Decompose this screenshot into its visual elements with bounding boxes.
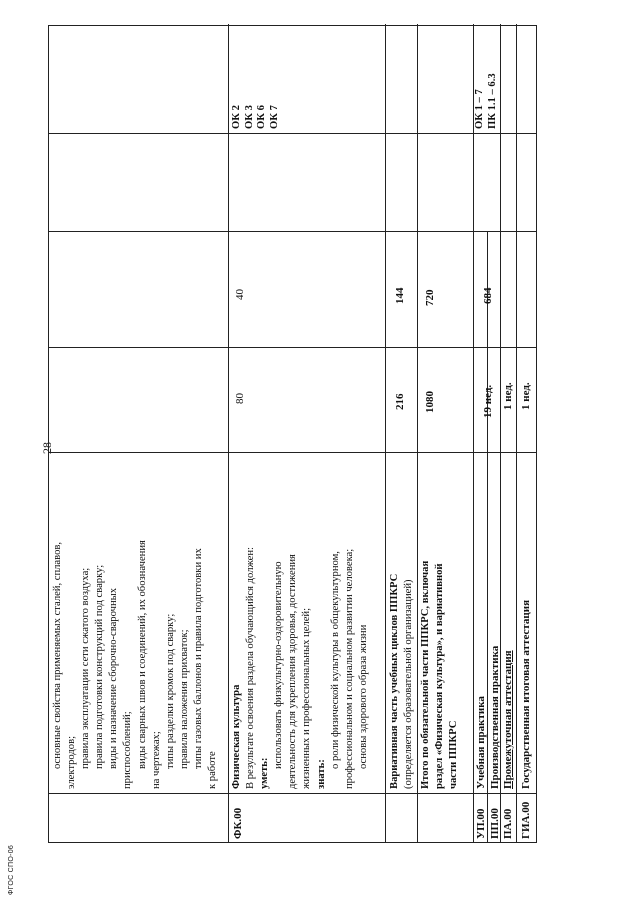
competency-code: ОК 7	[268, 105, 280, 129]
variable-contact-hours: 144	[394, 287, 406, 304]
phys-line: о роли физической культуры в общекультурном,	[329, 551, 341, 769]
row-divider	[385, 24, 386, 842]
gia-weeks: 1 нед.	[520, 382, 532, 410]
continuation-text	[51, 457, 220, 789]
practice-title: Учебная практика	[475, 696, 487, 789]
curriculum-table	[48, 25, 537, 843]
phys-competencies	[231, 105, 281, 129]
phys-code: ФК.00	[232, 807, 244, 839]
gia-title: Государственная итоговая аттестация	[520, 599, 532, 789]
competency-code: ОК 6	[256, 105, 267, 129]
continuation-line: правила подготовки конструкций под сварку;	[94, 564, 106, 769]
pa-weeks: 1 нед.	[502, 382, 514, 410]
continuation-line: электродов;	[66, 735, 78, 789]
continuation-line: к работе	[207, 751, 219, 789]
continuation-line: приспособлений;	[122, 711, 134, 789]
page-number: 28	[40, 442, 54, 454]
phys-line: основы здорового образа жизни	[357, 624, 369, 769]
continuation-line: виды сварных швов и соединений, их обозначения	[136, 540, 148, 769]
variable-max-load: 216	[394, 393, 406, 410]
continuation-line: виды и назначение сборочно-сварочных	[108, 587, 120, 769]
col-divider	[49, 452, 536, 453]
continuation-line: на чертежах;	[150, 731, 162, 789]
continuation-line: правила наложения прихваток;	[178, 629, 190, 769]
total-contact-hours: 720	[424, 289, 436, 306]
competency-code: ПК 1.1 – 6.3	[486, 73, 498, 129]
col-divider	[49, 133, 536, 134]
phys-description	[230, 455, 371, 789]
continuation-line: основные свойства применяемых сталей, сплавов,	[52, 541, 63, 769]
col-divider	[49, 793, 536, 794]
competency-code: ОК 3	[243, 105, 255, 129]
row-divider	[228, 24, 229, 842]
total-description	[419, 455, 461, 789]
practice-hours: 684	[482, 287, 494, 304]
total-line: раздел «Физическая культура», и вариативной	[434, 563, 446, 789]
pa-title: Промежуточная аттестация	[502, 650, 514, 789]
continuation-line: правила эксплуатации сети сжатого воздуха;	[80, 567, 92, 769]
phys-title: Физическая культура	[231, 684, 242, 789]
competency-code: ОК 1 – 7	[474, 89, 485, 129]
practice-code: ПП.00	[489, 808, 501, 839]
phys-skills-heading: уметь:	[259, 757, 271, 789]
phys-line: профессиональном и социальном развитии человека;	[343, 548, 355, 789]
phys-line: В результате освоения раздела обучающийся должен:	[245, 547, 257, 789]
variable-title: Вариативная часть учебных циклов ППКРС	[389, 573, 400, 789]
competency-code: ОК 2	[231, 105, 242, 129]
variable-part	[388, 455, 416, 789]
phys-line: деятельность для укрепления здоровья, достижения	[287, 554, 299, 789]
total-max-load: 1080	[424, 391, 436, 413]
row-divider	[516, 24, 517, 842]
practice-title: Производственная практика	[489, 645, 501, 789]
total-line: Итого по обязательной части ППКРС, включая	[420, 560, 431, 789]
continuation-line: типы разделки кромок под сварку;	[164, 613, 176, 769]
col-divider	[49, 231, 536, 232]
phys-line: жизненных и профессиональных целей;	[301, 607, 313, 789]
total-line: части ППКРС	[448, 720, 460, 789]
phys-max-load: 80	[234, 393, 246, 404]
phys-knowledge-heading: знать:	[315, 759, 327, 789]
pa-code: ПА.00	[502, 808, 514, 839]
phys-contact-hours: 40	[234, 289, 246, 300]
practice-code: УП.00	[475, 808, 487, 839]
practice-competencies	[474, 73, 499, 129]
col-divider	[49, 347, 536, 348]
gia-code: ГИА.00	[520, 801, 532, 839]
phys-line: использовать физкультурно-оздоровительную	[273, 561, 285, 769]
footer-code: ФГОС СПО-06	[8, 844, 15, 895]
row-divider	[417, 24, 418, 842]
practice-weeks: 19 нед.	[482, 384, 494, 418]
continuation-line: типы газовых баллонов и правила подготовки их	[192, 548, 204, 769]
variable-note: (определяется образовательной организацией)	[403, 579, 415, 789]
